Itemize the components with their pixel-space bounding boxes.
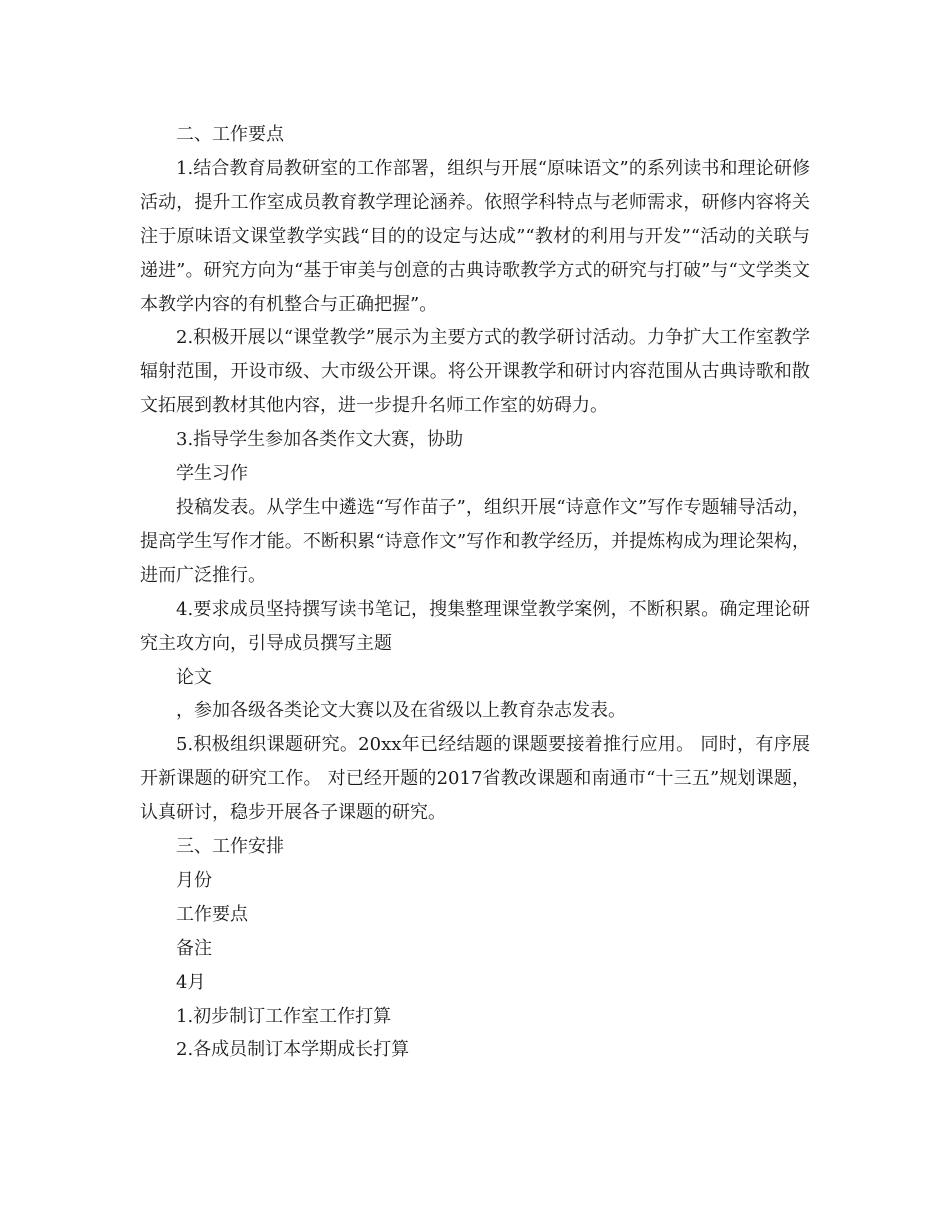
paragraph-item-5: 5.积极组织课题研究。20xx年已经结题的课题要接着推行应用。 同时，有序展开新课题的研究工作。 对已经开题的2017省教改课题和南通市“十三五”规划课题， 认真研讨，稳步开展各子课题的研究。 [140,734,810,824]
table-header-month: 月份 [176,869,212,891]
paragraph-item-4-part2: 论文 [176,666,212,688]
section-heading-work-points: 二、工作要点 [176,124,284,145]
paragraph-item-4-part1: 4.要求成员坚持撰写读书笔记，搜集整理课堂教学案例，不断积累。确定理论研究主攻方向，引导成员撰写主题 [140,598,810,654]
table-row-month-april: 4月 [176,971,206,993]
table-row-april-item-2: 2.各成员制订本学期成长打算 [176,1039,410,1061]
paragraph-item-3-part2: 学生习作 [176,463,248,485]
paragraph-item-3-part3: 投稿发表。从学生中遴选“写作苗子”，组织开展“诗意作文”写作专题辅导活动，提高学生写作才能。不断积累“诗意作文”写作和教学经历，并提炼构成为理论架构，进而广泛推行。 [140,496,810,586]
paragraph-item-2: 2.积极开展以“课堂教学”展示为主要方式的教学研讨活动。力争扩大工作室教学辐射范围，开设市级、大市级公开课。将公开课教学和研讨内容范围从古典诗歌和散文拓展到教材其他内容，进一步提升名师工作室的妨碍力。 [140,327,810,417]
table-row-april-item-1: 1.初步制订工作室工作打算 [176,1005,392,1027]
paragraph-item-4-part3: ，参加各级各类论文大赛以及在省级以上教育杂志发表。 [176,700,626,722]
table-header-notes: 备注 [176,937,212,959]
table-header-work-points: 工作要点 [176,903,248,925]
document-body [140,118,810,1067]
paragraph-item-3-part1: 3.指导学生参加各类作文大赛，协助 [176,429,464,451]
section-heading-work-schedule: 三、工作安排 [176,836,284,858]
paragraph-item-1: 1.结合教育局教研室的工作部署，组织与开展“原味语文”的系列读书和理论研修活动，提升工作室成员教育教学理论涵养。依照学科特点与老师需求，研修内容将关注于原味语文课堂教学实践“目的的设定与达成”“教材的利用与开发”“活动的关联与递进”。研究方向为“基于审美与创意的古典诗歌教学方式的研究与打破”与“文学类文本教学内容的有机整合与正确把握”。 [140,157,810,315]
